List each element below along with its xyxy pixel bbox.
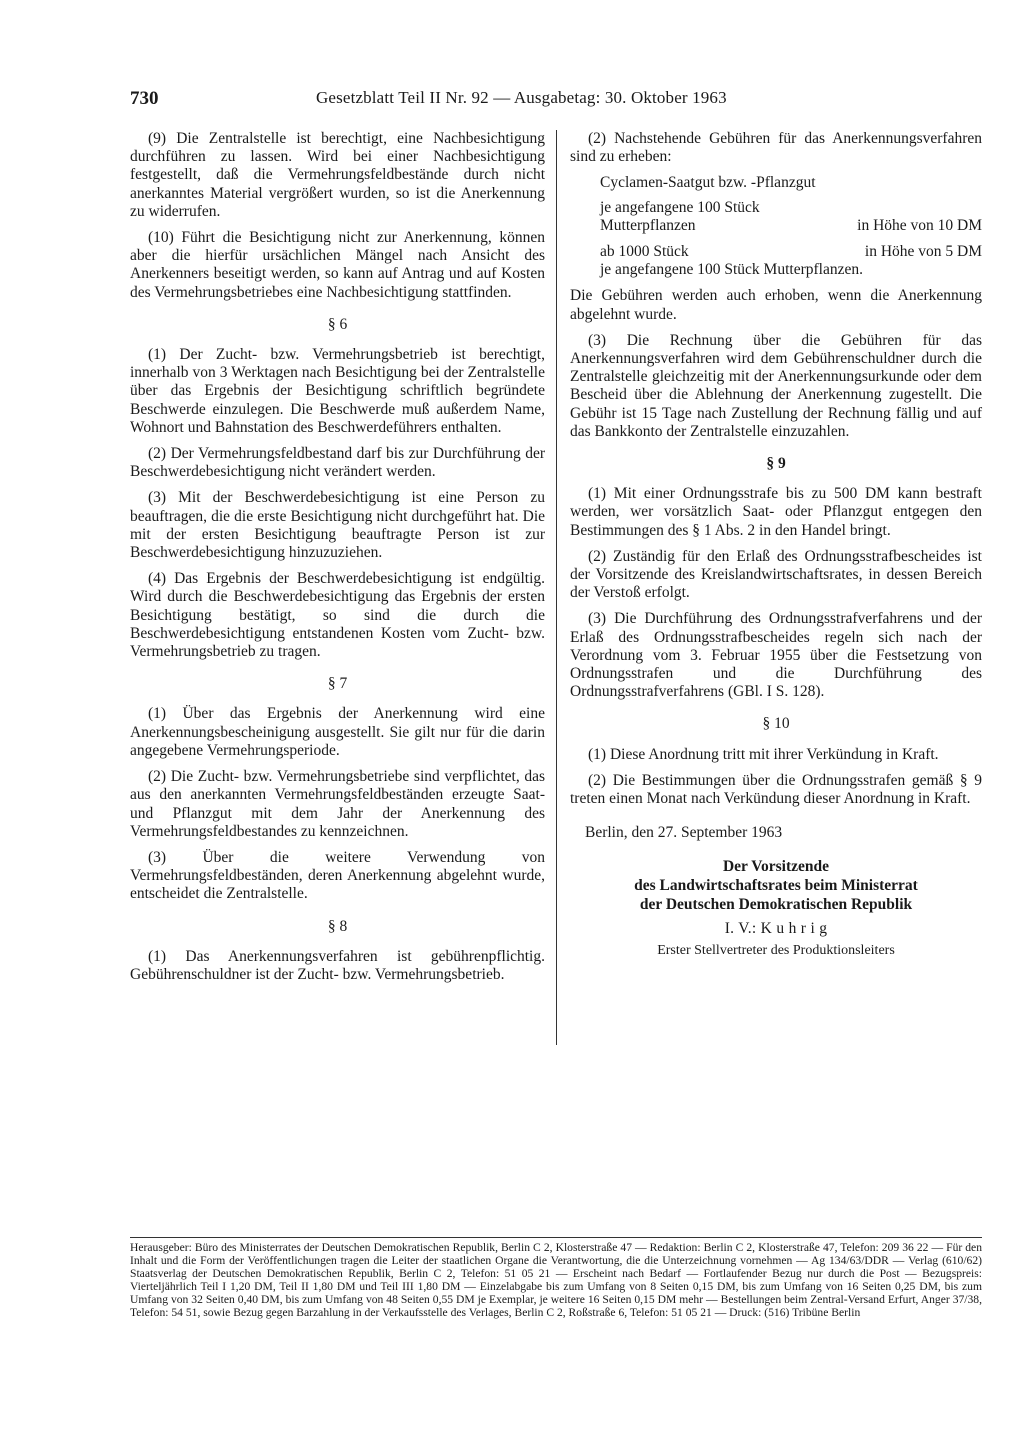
paragraph-9-1: (1) Mit einer Ordnungsstrafe bis zu 500 DM kann bestraft werden, wer vorsätzlich Saat- oder Pflanzgut entgegen den Bestimmungen des § 1 Abs. 2 in den Handel bringt. [570,485,982,539]
fee-2-quantity: ab 1000 Stück [600,243,689,261]
right-column [570,130,982,960]
column-divider [556,130,557,1045]
signatory-role: Erster Stellvertreter des Produktionsleiters [657,942,895,958]
fee-note: Die Gebühren werden auch erhoben, wenn die Anerkennung abgelehnt wurde. [570,287,982,323]
fee-1-quantity: je angefangene 100 Stück [600,198,760,216]
paragraph-5-9: (9) Die Zentralstelle ist berechtigt, eine Nachbesichtigung durchführen zu lassen. Wird bei einer Nachbesichtigung festgestellt, daß die Vermehrungsfeldbestände durch nicht anerkanntes Material vergrößert wurden, so ist die Anerkennung zu widerrufen. [130,130,545,220]
paragraph-8-3: (3) Die Rechnung über die Gebühren für das Anerkennungsverfahren wird dem Gebührenschuldner durch die Zentralstelle gleichzeitig mit der Anerkennungsurkunde oder dem Bescheid über die Ablehnung der Anerkennung zugestellt. Die Gebühr ist 15 Tage nach Zustellung der Rechnung fällig und auf das Bankkonto der Zentralstelle einzuzahlen. [570,331,982,440]
paragraph-6-2: (2) Der Vermehrungsfeldbestand darf bis zur Durchführung der Beschwerdebesichtigung nicht verändert werden. [130,445,545,481]
paragraph-7-3: (3) Über die weitere Verwendung von Vermehrungsfeldbeständen, deren Anerkennung abgelehnt wurde, entscheidet die Zentralstelle. [130,848,545,903]
fee-1-unit: Mutterpflanzen [600,216,696,234]
page-number: 730 [130,88,159,109]
signing-date: Berlin, den 27. September 1963 [585,824,783,842]
publisher-imprint: Herausgeber: Büro des Ministerrates der Deutschen Demokratischen Republik, Berlin C 2, Klosterstraße 47 — Redaktion: Berlin C 2, Klosterstraße 47, Telefon: 209 36 22 — Für den Inhalt und die Form der Veröffentlichungen tragen die Leiter der staatlichen Organe die Verantwortung, die die Unterzeichnung vornehmen — Ag 134/63/DDR — Verlag (610/62) Staatsverlag der Deutschen Demokratischen Republik, Berlin C 2, Telefon: 51 05 21 — Erscheint nach Bedarf — Fortlaufender Bezug nur durch die Post — Bezugspreis: Vierteljährlich Teil I 1,20 DM, Teil II 1,80 DM und Teil III 1,80 DM — Einzelabgabe bis zum Umfang von 8 Seiten 0,15 DM, bis zum Umfang von 16 Seiten 0,25 DM, bis zum Umfang von 32 Seiten 0,40 DM, bis zum Umfang von 48 Seiten 0,55 DM je Exemplar, je weitere 16 Seiten 0,15 DM mehr — Bestellungen beim Zentral-Versand Erfurt, Anger 37/38, Telefon: 54 51, sowie Bezug gegen Barzahlung in der Verkaufsstelle des Verlages, Berlin C 2, Roßstraße 6, Telefon: 51 05 21 — Druck: (516) Tribüne Berlin [130,1241,982,1320]
section-heading-6: § 6 [327,315,348,333]
section-heading-7: § 7 [327,675,348,693]
signatory-title: Der Vorsitzende [722,857,830,875]
paragraph-9-2: (2) Zuständig für den Erlaß des Ordnungsstrafbescheides ist der Vorsitzende des Kreislandwirtschaftsrates, in dessen Bereich der Verstoß erfolgt. [570,547,982,602]
paragraph-9-3: (3) Die Durchführung des Ordnungsstrafverfahrens und der Erlaß des Ordnungsstrafbescheides regeln sich nach der Verordnung vom 3. Februar 1955 über die Festsetzung von Ordnungsstrafen und die Durchführung des Ordnungsstrafverfahrens (GBl. I S. 128). [570,610,982,701]
section-heading-10: § 10 [762,715,790,733]
signatory-state: der Deutschen Demokratischen Republik [639,895,913,913]
fee-item-1 [570,199,982,235]
paragraph-10-2: (2) Die Bestimmungen über die Ordnungsstrafen gemäß § 9 treten einen Monat nach Verkündung dieser Anordnung in Kraft. [570,771,982,808]
paragraph-5-10: (10) Führt die Besichtigung nicht zur Anerkennung, können aber die hierfür ursächlichen Mängel nach Ansicht des Anerkenners beseitigt werden, so kann auf Antrag und auf Kosten des Vermehrungsbetriebes eine Nachbesichtigung stattfinden. [130,229,545,301]
paragraph-6-3: (3) Mit der Beschwerdebesichtigung ist eine Person zu beauftragen, die die erste Besichtigung nicht durchgeführt hat. Die mit der ersten Besichtigung beauftragte Person ist zur Beschwerdebesichtigung hinzuzuziehen. [130,489,545,562]
signatory-body: des Landwirtschaftsrates beim Ministerrat [634,876,918,894]
fee-item-2 [570,243,982,279]
footer-divider [130,1237,982,1238]
paragraph-10-1: (1) Diese Anordnung tritt mit ihrer Verkündung in Kraft. [588,745,939,763]
fee-1-amount: in Höhe von 10 DM [857,216,982,234]
paragraph-6-1: (1) Der Zucht- bzw. Vermehrungsbetrieb ist berechtigt, innerhalb von 3 Werktagen nach Besichtigung bei der Zentralstelle über das Ergebnis der Besichtigung schriftlich begründete Beschwerde einzulegen. Die Beschwerde muß außerdem Name, Wohnort und Bahnstation des Beschwerdeführers enthalten. [130,346,545,436]
signatory-name: I. V.: K u h r i g [724,919,828,937]
paragraph-7-2: (2) Die Zucht- bzw. Vermehrungsbetriebe sind verpflichtet, das aus den anerkannten Vermehrungsfeldbeständen erzeugte Saat- und Pflanzgut mit dem Jahr der Anerkennung des Vermehrungsfeldbestandes zu kennzeichnen. [130,768,545,840]
paragraph-8-2: (2) Nachstehende Gebühren für das Anerkennungsverfahren sind zu erheben: [570,130,982,166]
signature-block [570,857,982,960]
paragraph-7-1: (1) Über das Ergebnis der Anerkennung wird eine Anerkennungsbescheinigung ausgestellt. Sie gilt nur für die darin angegebene Vermehrungsperiode. [130,705,545,759]
running-title: Gesetzblatt Teil II Nr. 92 — Ausgabetag: 30. Oktober 1963 [316,88,727,107]
paragraph-8-1: (1) Das Anerkennungsverfahren ist gebührenpflichtig. Gebührenschuldner ist der Zucht- bzw. Vermehrungsbetrieb. [130,947,545,983]
paragraph-6-4: (4) Das Ergebnis der Beschwerdebesichtigung ist endgültig. Wird durch die Beschwerdebesichtigung das Ergebnis der ersten Besichtigung bestätigt, so sind die durch die Beschwerdebesichtigung entstandenen Kosten vom Zucht- bzw. Vermehrungsbetrieb zu tragen. [130,570,545,661]
fee-title: Cyclamen-Saatgut bzw. -Pflanzgut [600,174,816,192]
left-column [130,130,545,992]
fee-2-unit: je angefangene 100 Stück Mutterpflanzen. [600,261,863,279]
fee-2-amount: in Höhe von 5 DM [864,243,982,261]
section-heading-8: § 8 [327,917,348,935]
section-heading-9: § 9 [766,455,786,473]
page-header [130,88,982,114]
